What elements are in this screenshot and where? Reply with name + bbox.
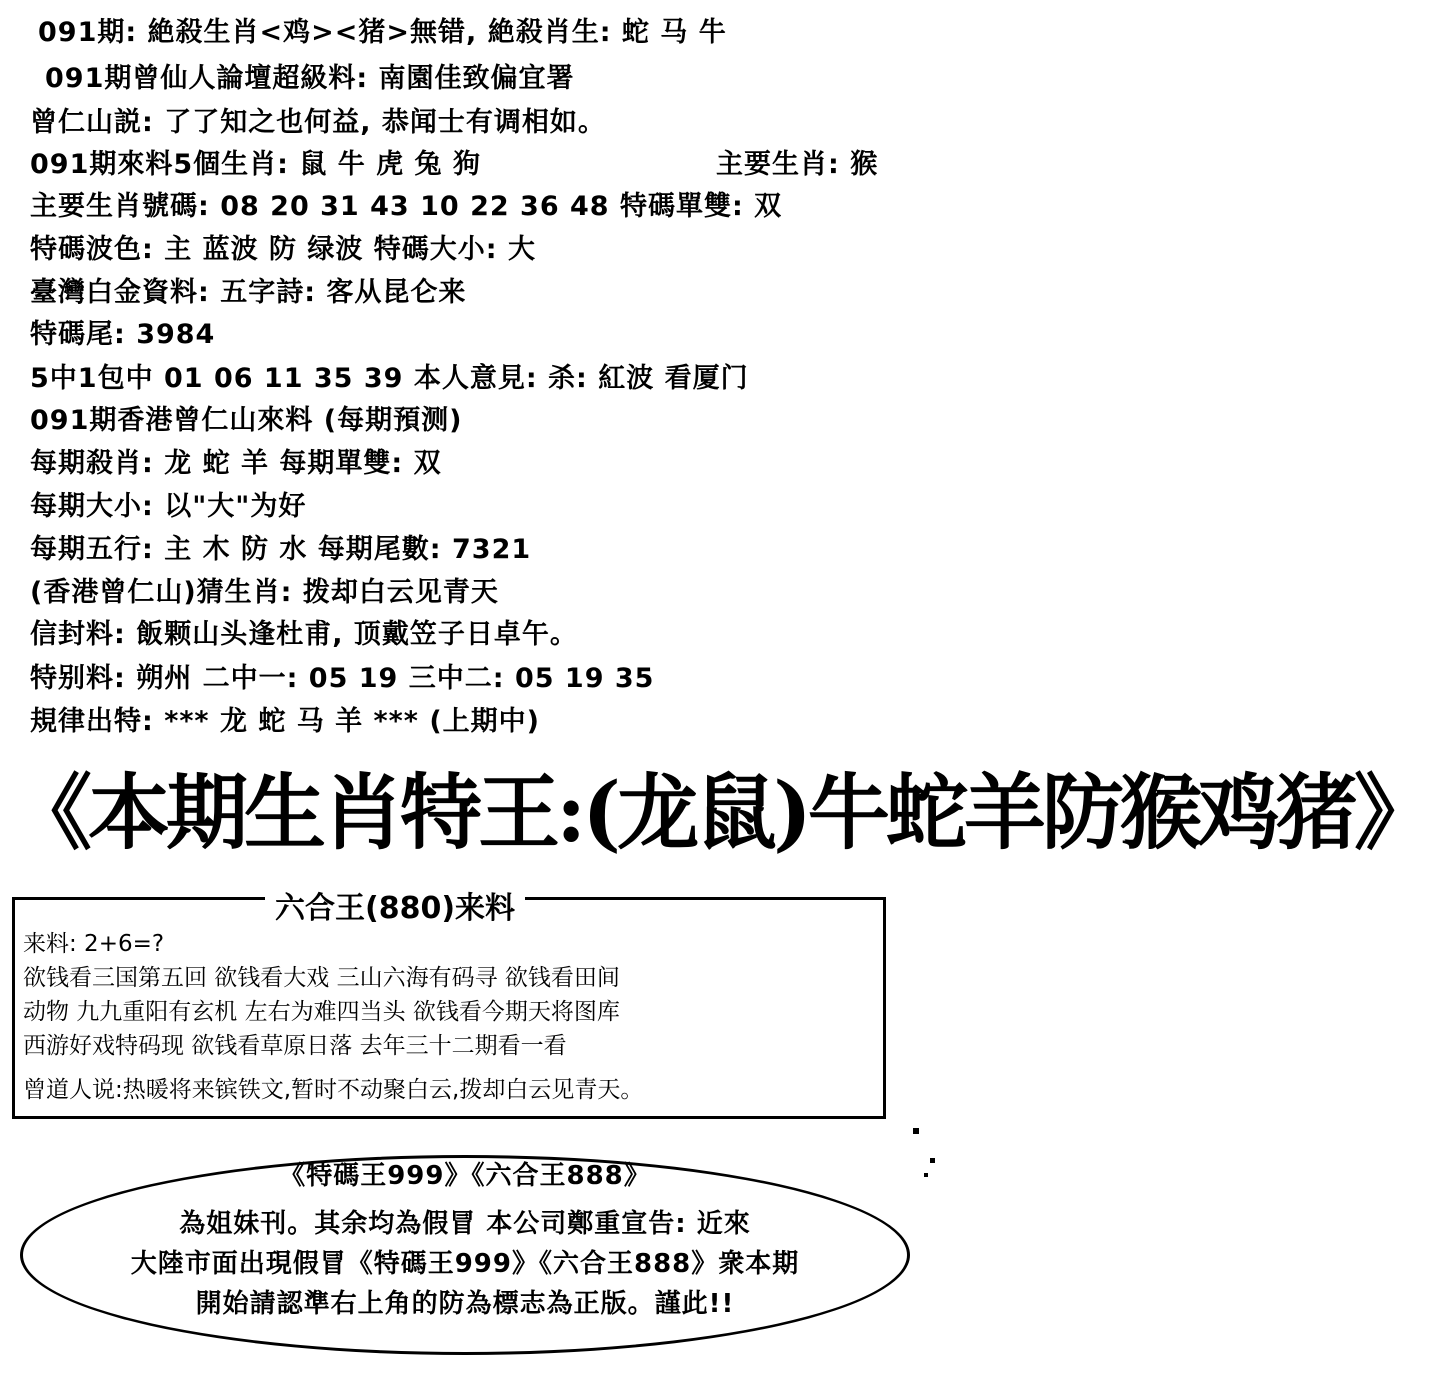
source-box [12, 891, 886, 1119]
line-14: (香港曾仁山)猜生肖: 拨却白云见青天 [30, 577, 499, 608]
line-9: 5中1包中 01 06 11 35 39 本人意見: 杀: 紅波 看厦门 [30, 363, 749, 394]
line-3: 曾仁山説: 了了知之也何益, 恭闻士有调相如。 [30, 107, 606, 138]
line-5: 主要生肖號碼: 08 20 31 43 10 22 36 48 特碼單雙: 双 [30, 191, 783, 222]
box-line-1: 来料: 2+6=? [23, 931, 165, 957]
main-zodiac-label: 主要生肖: 猴 [716, 149, 879, 180]
notice-line-1: 為姐妹刊。其余均為假冒 本公司鄭重宣告: 近來 [179, 1209, 751, 1239]
line-6: 特碼波色: 主 蓝波 防 绿波 特碼大小: 大 [30, 234, 536, 265]
line-7: 臺灣白金資料: 五字詩: 客从昆仑来 [30, 277, 467, 308]
notice-title: 《特碼王999》《六合王888》 [279, 1161, 651, 1191]
zodiac-banner: 《本期生肖特王:(龙鼠)牛蛇羊防猴鸡猪》 [10, 765, 1432, 861]
box-title: 六合王(880)来料 [265, 892, 525, 926]
line-11: 每期殺肖: 龙 蛇 羊 每期單雙: 双 [30, 448, 442, 479]
line-12: 每期大小: 以"大"为好 [30, 491, 307, 522]
line-8: 特碼尾: 3984 [30, 319, 216, 350]
box-line-4: 西游好戏特码现 欲钱看草原日落 去年三十二期看一看 [23, 1033, 567, 1059]
scan-speck [913, 1128, 919, 1134]
notice-line-3: 開始請認準右上角的防為標志為正版。謹此!! [195, 1289, 735, 1319]
box-line-2: 欲钱看三国第五回 欲钱看大戏 三山六海有码寻 欲钱看田间 [23, 965, 620, 991]
scan-speck [924, 1173, 928, 1177]
box-line-5: 曾道人说:热暖将来镔铁文,暂时不动聚白云,拨却白云见青天。 [23, 1077, 644, 1103]
line-17: 規律出特: *** 龙 蛇 马 羊 *** (上期中) [30, 706, 540, 737]
line-15: 信封料: 飯颗山头逢杜甫, 顶戴笠子日卓午。 [30, 619, 578, 650]
notice-line-2: 大陸市面出現假冒《特碼王999》《六合王888》衆本期 [130, 1249, 800, 1279]
line-2: 091期曾仙人論壇超級料: 南園佳致偏宜署 [45, 63, 575, 94]
line-1: 091期: 絶殺生肖<鸡><猪>無错, 絶殺肖生: 蛇 马 牛 [38, 17, 727, 48]
line-16: 特别料: 朔州 二中一: 05 19 三中二: 05 19 35 [30, 663, 655, 694]
line-10: 091期香港曾仁山來料 (每期預测) [30, 405, 463, 436]
scan-speck [930, 1158, 935, 1163]
box-line-3: 动物 九九重阳有玄机 左右为难四当头 欲钱看今期天将图库 [23, 999, 620, 1025]
notice-ellipse [20, 1155, 910, 1355]
line-4: 091期來料5個生肖: 鼠 牛 虎 兔 狗 [30, 149, 481, 180]
line-13: 每期五行: 主 木 防 水 每期尾數: 7321 [30, 534, 532, 565]
